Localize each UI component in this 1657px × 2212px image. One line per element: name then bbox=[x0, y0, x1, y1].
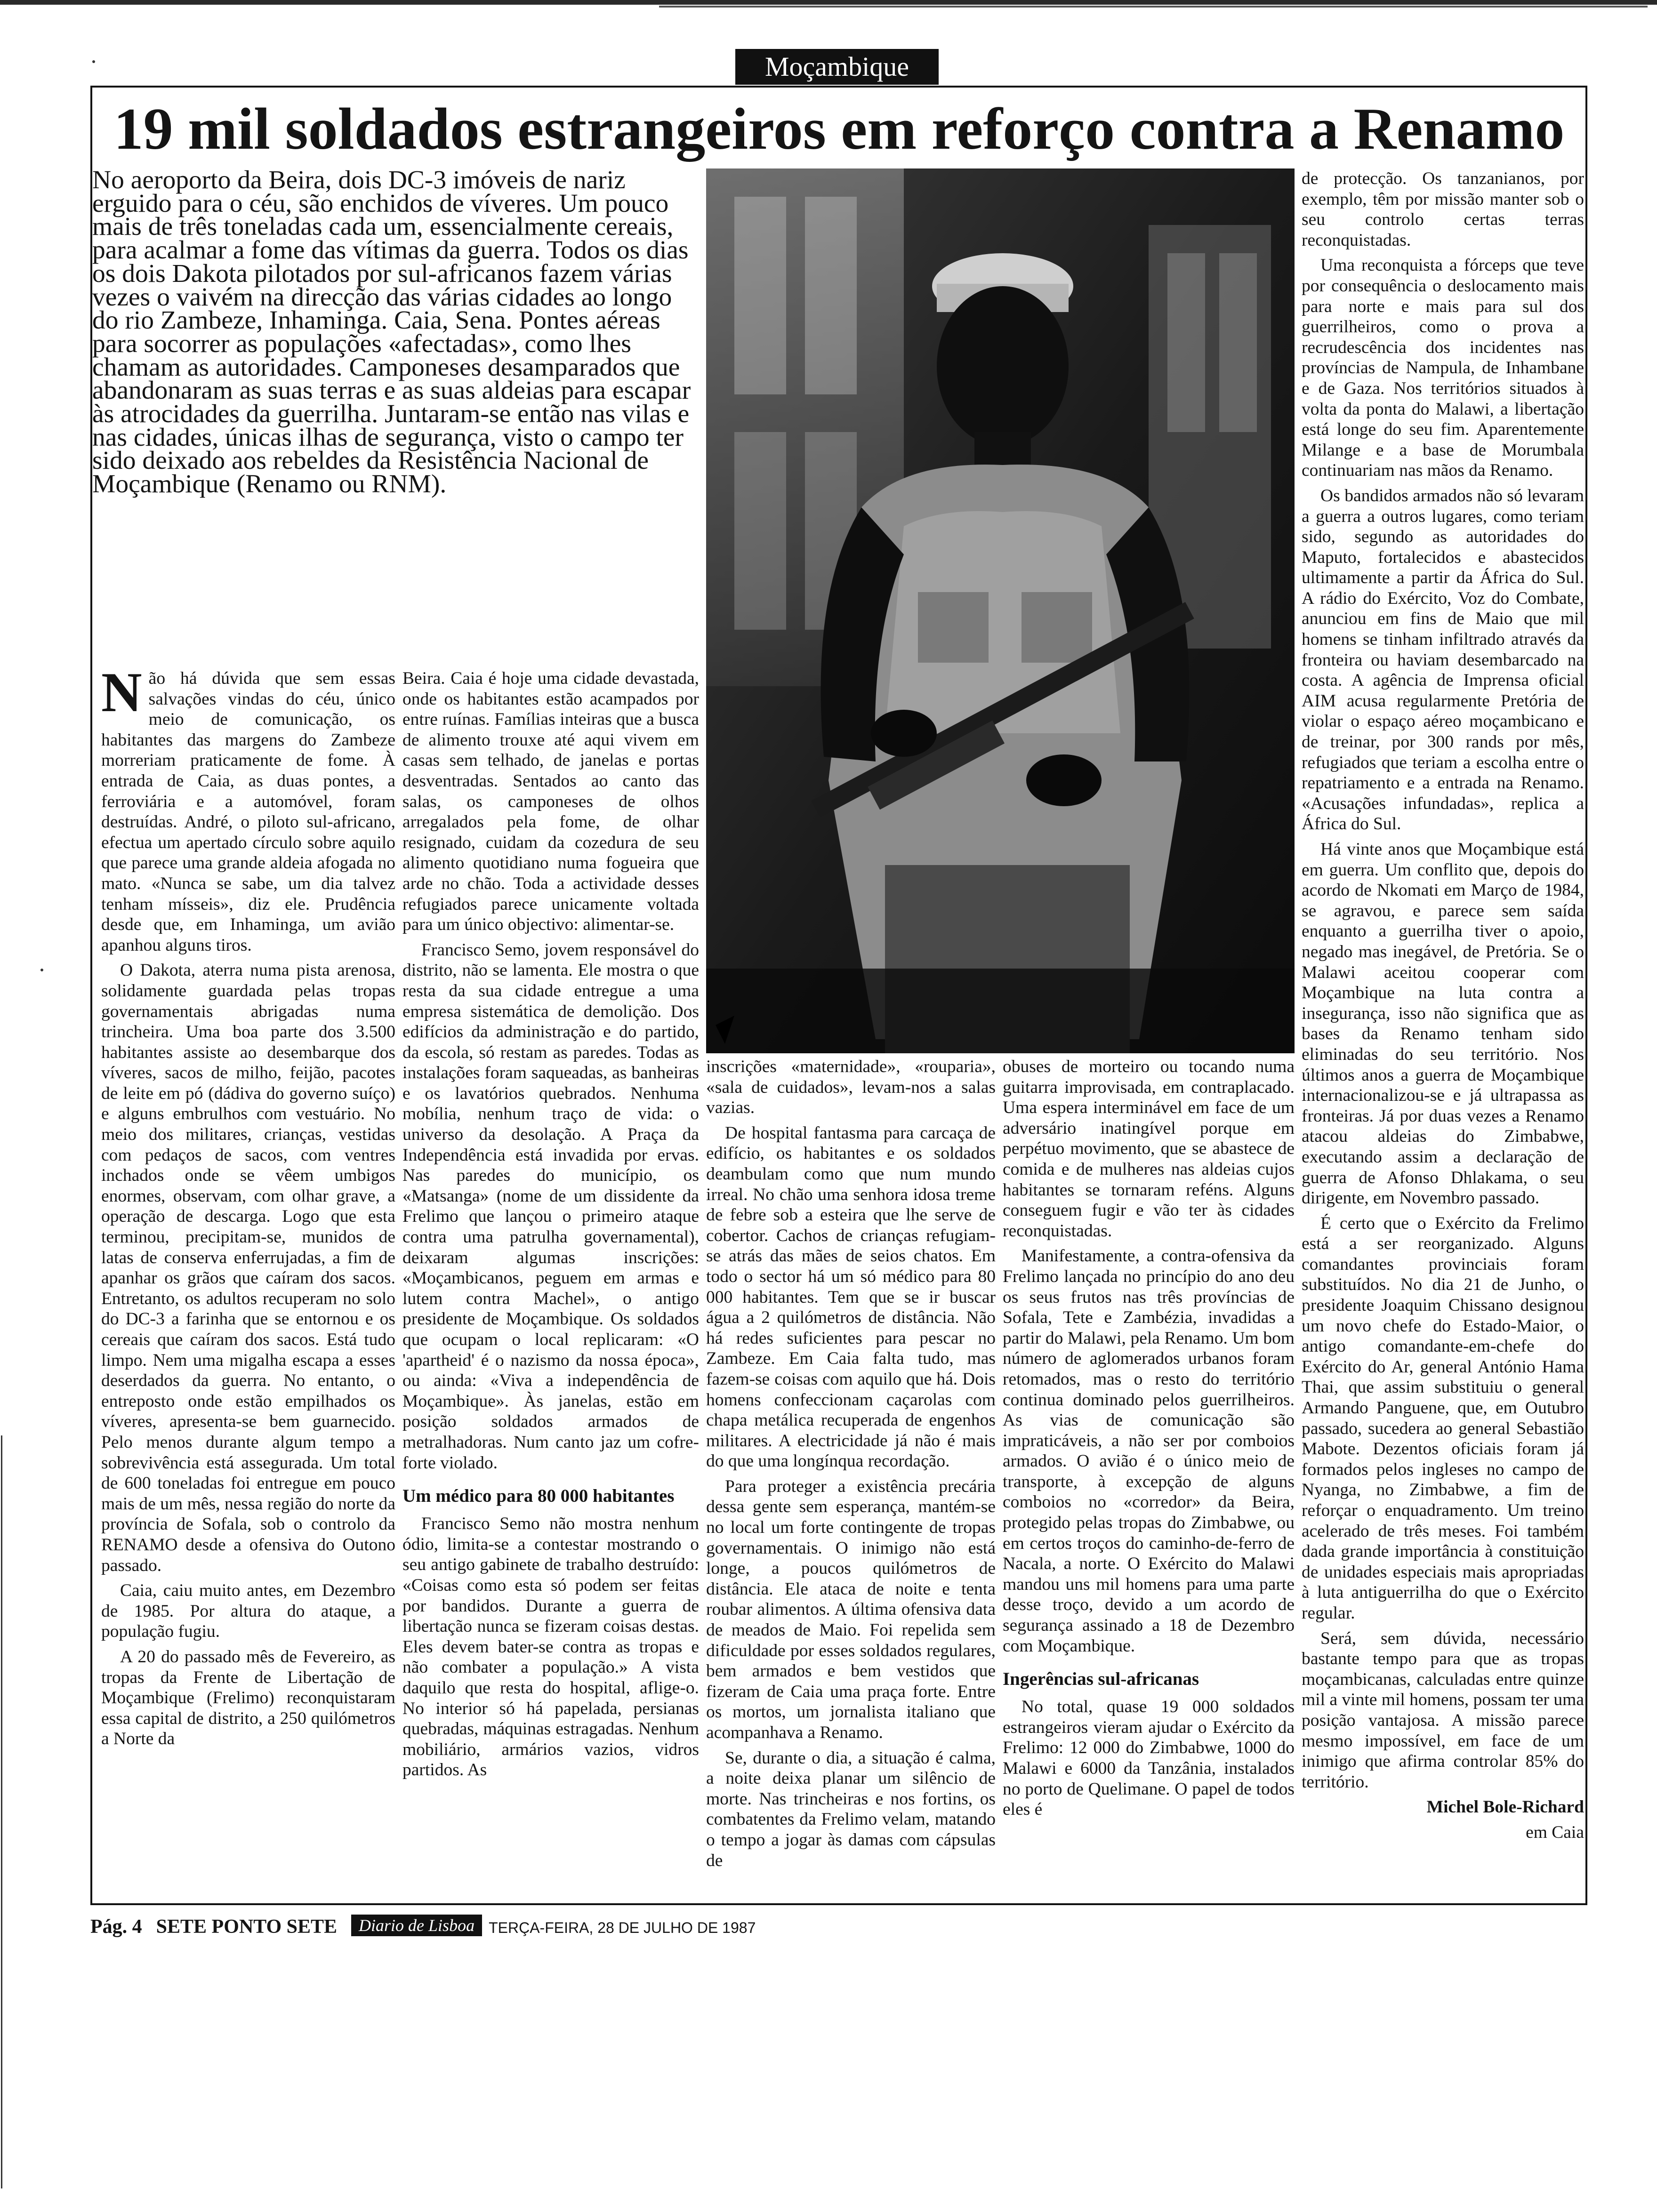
article-column-1 bbox=[101, 668, 395, 1897]
body-paragraph: Há vinte anos que Moçambique está em guerra. Um conflito que, depois do acordo de Nkomati em Março de 1984, se agravou, e parece sem saída enquanto a guerrilha tiver o apoio, negado mas inegável, de Pretória. Se o Malawi aceitou cooperar com Moçambique na luta contra a insegurança, isso não significa que as bases da Renamo tenham sido eliminadas do seu território. Nos últimos anos a guerra de Moçambique internacionalizou-se e já ultrapassa as fronteiras. Já por duas vezes a Renamo atacou aldeias do Zimbabwe, executando assim a declaração de guerra de Afonso Dhlakama, o seu dirigente, em Novembro passado. bbox=[1302, 840, 1584, 1208]
article-column-5 bbox=[1302, 168, 1584, 1891]
footer-section-name: SETE PONTO SETE bbox=[156, 1916, 338, 1938]
article-column-2 bbox=[402, 668, 699, 1897]
headline: 19 mil soldados estrangeiros em reforço contra a Renamo bbox=[113, 96, 1565, 162]
body-paragraph: Se, durante o dia, a situação é calma, a noite deixa planar um silêncio de morte. Nas trincheiras e nos fortins, os combatentes da Frelimo velam, matando o tempo a jogar às damas com cápsulas de bbox=[706, 1748, 996, 1870]
body-paragraph: De hospital fantasma para carcaça de edifício, os habitantes e os soldados deambulam como que num mundo irreal. No chão uma senhora idosa treme de febre sob a esteira que lhe serve de cobertor. Cachos de crianças refugiam-se atrás das mães de seios chatos. Em todo o sector há um só médico para 80 000 habitantes. Tem que se ir buscar água a 2 quilómetros de distância. Não há redes suficientes para pescar no Zambeze. Em Caia falta tudo, mas fazem-se coisas com aquilo que há. Dois homens confeccionam caçarolas com chapa metálica recuperada de engenhos militares. A electricidade já não é mais do que uma longínqua recordação. bbox=[706, 1123, 996, 1471]
page-number: Pág. 4 bbox=[90, 1916, 142, 1938]
body-paragraph: Será, sem dúvida, necessário bastante tempo para que as tropas moçambicanas, calculadas entre quinze mil a vinte mil homens, possam ter uma posição vantajosa. A missão parece mesmo impossível, em face de um inimigo que afirma controlar 85% do território. bbox=[1302, 1628, 1584, 1792]
body-paragraph: Para proteger a existência precária dessa gente sem esperança, mantém-se no local um forte contingente de tropas governamentais. O inimigo não está longe, a poucos quilómetros de distância. Ele ataca de noite e tenta roubar alimentos. A última ofensiva data de meados de Maio. Foi repelida sem dificuldade por esses soldados regulares, bem armados e bem vestidos que fizeram de Caia uma praça forte. Entre os mortos, um jornalista italiano que acompanhava a Renamo. bbox=[706, 1476, 996, 1742]
margin-dot bbox=[92, 60, 95, 63]
article-column-4 bbox=[1003, 1057, 1295, 1899]
page-footer bbox=[90, 1915, 1597, 1943]
body-paragraph: Francisco Semo, jovem responsável do distrito, não se lamenta. Ele mostra o que resta da sua cidade entregue a uma empresa sistemática de demolição. Dos edifícios da administração e do partido, da escola, só restam as paredes. Todas as instalações foram saqueadas, as banheiras e os lavatórios quebrados. Nenhuma mobília, nenhum traço de vida: o universo da desolação. A Praça da Independência está invadida por ervas. Nas paredes do município, os «Matsanga» (nome de um dissidente da Frelimo que lançou o primeiro ataque contra uma patrulha governamental), deixaram algumas inscrições: «Moçambicanos, peguem em armas e lutem contra Machel», o antigo presidente de Moçambique. Os soldados que ocupam o local replicaram: «O 'apartheid' é o nazismo da nossa época», ou ainda: «Viva a independência de Moçambique». Às janelas, estão em posição soldados armados de metralhadoras. Num canto jaz um cofre-forte violado. bbox=[402, 940, 699, 1473]
body-paragraph bbox=[101, 668, 395, 955]
body-paragraph: Os bandidos armados não só levaram a guerra a outros lugares, como teriam sido, segundo as autoridades do Maputo, fortalecidos e abastecidos ultimamente a partir da África do Sul. A rádio do Exército, Voz do Combate, anunciou em fins de Maio que mil homens se tinham infiltrado através da fronteira ou haviam desembarcado na costa. A agência de Imprensa oficial AIM acusa regularmente Pretória de violar o espaço aéreo moçambicano e de treinar, por 300 rands por mês, refugiados que teriam a escolha entre o repatriamento e a entrada na Renamo. «Acusações infundadas», replica a África do Sul. bbox=[1302, 486, 1584, 834]
body-paragraph: Francisco Semo não mostra nenhum ódio, limita-se a contestar mostrando o seu antigo gabinete de trabalho destruído: «Coisas como esta só podem ser feitas por bandidos. Durante a guerra de libertação nunca se fizeram coisas destas. Eles devem bater-se contra as tropas e não combater a população.» A vista daquilo que resta do hospital, aflige-o. No interior só há papelada, persianas quebradas, máquinas estragadas. Nenhum mobiliário, armários vazios, vidros partidos. As bbox=[402, 1514, 699, 1780]
body-paragraph: É certo que o Exército da Frelimo está a ser reorganizado. Alguns comandantes provinciais foram substituídos. No dia 21 de Junho, o presidente Joaquim Chissano designou um novo chefe do Estado-Maior, o antigo comandante-em-chefe do Exército do Ar, general António Hama Thai, que assim substituiu o general Armando Panguene, que, em Outubro passado, sucedera ao general Sebastião Mabote. Dezentos oficiais foram já formados pelos ingleses no campo de Nyanga, no Zimbabwe, a fim de reforçar o enquadramento. Um treino acelerado de três meses. Foi também dada grande importância à constituição de unidades especiais mais apropriadas à luta antiguerrilha do que o Exército regular. bbox=[1302, 1213, 1584, 1623]
body-paragraph: A 20 do passado mês de Fevereiro, as tropas da Frente de Libertação de Moçambique (Frelimo) reconquistaram essa capital de distrito, a 250 quilómetros a Norte da bbox=[101, 1647, 395, 1749]
section-tag: Moçambique bbox=[735, 49, 939, 85]
subheading: Ingerências sul-africanas bbox=[1003, 1669, 1199, 1690]
body-paragraph: Caia, caiu muito antes, em Dezembro de 1985. Por altura do ataque, a população fugiu. bbox=[101, 1581, 395, 1642]
photo-image bbox=[706, 168, 1295, 1053]
margin-rule bbox=[1, 1435, 2, 2188]
subheading: Um médico para 80 000 habitantes bbox=[402, 1486, 675, 1507]
body-paragraph: O Dakota, aterra numa pista arenosa, solidamente guardada pelas tropas governamentais abrigadas numa trincheira. Uma boa parte dos 3.500 habitantes assiste ao desembarque dos víveres, sacos de milho, feijão, pacotes de leite em pó (dádiva do governo suíço) e alguns embrulhos com vestuário. No meio dos militares, crianças, vestidas com pedaços de sacos, com ventres inchados onde se vêem umbigos enormes, observam, com olhar grave, a operação de descarga. Logo que esta terminou, precipitam-se, munidos de latas de conserva enferrujadas, a fim de apanhar os grãos que caíram dos sacos. Entretanto, os adultos recuperam no solo do DC-3 a farinha que se entornou e os cereais que caíram dos sacos. Está tudo limpo. Nem uma migalha escapa a esses deserdados da guerra. No entanto, o entreposto onde estão empilhados os víveres, apresenta-se bem guarnecido. Pelo menos durante algum tempo a sobrevivência está assegurada. Um total de 600 toneladas foi entregue em pouco mais de um mês, nessa região do norte da província de Sofala, sob o controlo da RENAMO desde a ofensiva do Outono passado. bbox=[101, 961, 395, 1575]
newspaper-logo: Diario de Lisboa bbox=[351, 1915, 482, 1936]
body-paragraph: No total, quase 19 000 soldados estrangeiros vieram ajudar o Exército da Frelimo: 12 000 do Zimbabwe, 1000 do Malawi e 6000 da Tanzânia, instalados no porto de Quelimane. O papel de todos eles é bbox=[1003, 1697, 1295, 1819]
publication-date: TERÇA-FEIRA, 28 DE JULHO DE 1987 bbox=[489, 1919, 756, 1936]
byline-location: em Caia bbox=[1526, 1822, 1584, 1842]
article-column-3 bbox=[706, 1057, 996, 1899]
lead-paragraph: No aeroporto da Beira, dois DC-3 imóveis de nariz erguido para o céu, são enchidos de víveres. Um pouco mais de três toneladas cada um, essencialmente cereais, para acalmar a fome das vítimas da guerra. Todos os dias os dois Dakota pilotados por sul-africanos fazem várias vezes o vaivém na direcção das várias cidades ao longo do rio Zambeze, Inhaminga. Caia, Sena. Pontes aéreas para socorrer as populações «afectadas», como lhes chamam as autoridades. Camponeses desamparados que abandonaram as suas terras e as suas aldeias para escapar às atrocidades da guerrilha. Juntaram-se então nas vilas e nas cidades, únicas ilhas de segurança, visto o campo ter sido deixado aos rebeldes da Resistência Nacional de Moçambique (Renamo ou RNM). bbox=[92, 166, 691, 499]
top-rule-secondary bbox=[659, 6, 1648, 8]
top-rule bbox=[0, 0, 1657, 5]
body-paragraph: de protecção. Os tanzanianos, por exemplo, têm por missão manter sob o seu controlo certas terras reconquistadas. bbox=[1302, 169, 1584, 250]
body-paragraph: obuses de morteiro ou tocando numa guitarra improvisada, em contraplacado. Uma espera interminável em face de um adversário inatingível porque em perpétuo movimento, que se abastece de comida e de mulheres nas aldeias cujos habitantes se tornaram reféns. Alguns conseguem fugir e vão ter às cidades reconquistadas. bbox=[1003, 1057, 1295, 1241]
margin-dot bbox=[40, 969, 43, 971]
author-byline: Michel Bole-Richard bbox=[1426, 1797, 1584, 1817]
soldier-photo bbox=[706, 168, 1295, 1053]
body-paragraph: Beira. Caia é hoje uma cidade devastada, onde os habitantes estão acampados por entre ruínas. Famílias inteiras que a busca de alimento trouxe até aqui vivem em casas sem telhado, de janelas e portas desventradas. Sentados ao canto das salas, os camponeses de olhos arregalados pela fome, de olhar resignado, cuidam da cozedura de seu alimento quotidiano numa fogueira que arde no chão. Toda a actividade desses refugiados parece unicamente voltada para um único objectivo: alimentar-se. bbox=[402, 669, 699, 935]
body-paragraph: inscrições «maternidade», «rouparia», «sala de cuidados», levam-nos a salas vazias. bbox=[706, 1057, 996, 1118]
body-paragraph: Uma reconquista a fórceps que teve por consequência o deslocamento mais para norte e mais para sul dos guerrilheiros, como o prova a recrudescência dos incidentes nas províncias de Nampula, de Inhambane e de Gaza. Nos territórios situados à volta da ponta do Malawi, a libertação está longe do seu fim. Aparentemente Milange e a base de Morumbala continuariam nas mãos da Renamo. bbox=[1302, 256, 1584, 481]
paragraph-text: ão há dúvida que sem essas salvações vindas do céu, único meio de comunicação, os habitantes das margens do Zambeze morreriam praticamente de fome. À entrada de Caia, as duas pontes, a ferroviária e a automóvel, foram destruídas. André, o piloto sul-africano, efectua um apertado círculo sobre aquilo que parece uma grande aldeia afogada no mato. «Nunca se sabe, um dia talvez tenham mísseis», diz ele. Prudência desde que, em Inhaminga, um avião apanhou alguns tiros. bbox=[101, 669, 395, 955]
body-paragraph: Manifestamente, a contra-ofensiva da Frelimo lançada no princípio do ano deu os seus frutos nas três províncias de Sofala, Tete e Zambézia, invadidas a partir do Malawi, pela Renamo. Um bom número de aglomerados urbanos foram retomados, mas o resto do território continua dominado pelos guerrilheiros. As vias de comunicação são impraticáveis, a não ser por comboios armados. O avião é o único meio de transporte, à excepção de alguns comboios no «corredor» da Beira, protegido pelas tropas do Zimbabwe, ou em certos troços do caminho-de-ferro de Nacala, a norte. O Exército do Malawi mandou uns mil homens para uma parte desse troço, devido a um acordo de segurança assinado a 18 de Dezembro com Moçambique. bbox=[1003, 1246, 1295, 1656]
drop-cap: N bbox=[101, 668, 142, 723]
